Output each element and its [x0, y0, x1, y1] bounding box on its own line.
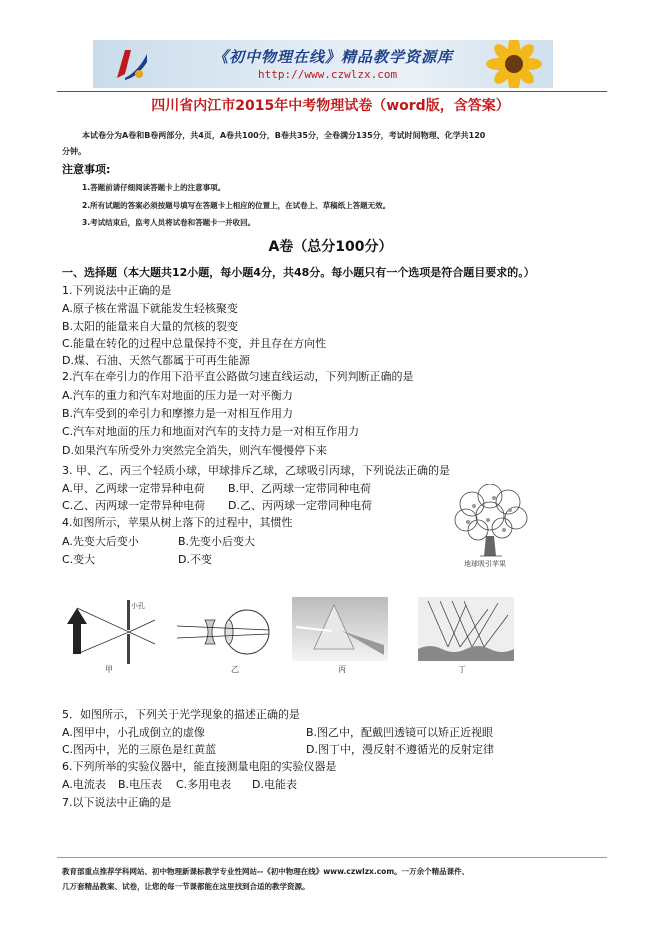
- section-a-title: A卷（总分100分）: [268, 239, 393, 255]
- q7-stem: 7.以下说法中正确的是: [62, 796, 172, 809]
- banner-url: http://www.czwlzx.com: [258, 68, 398, 81]
- figure-label-yi: 乙: [231, 665, 239, 674]
- part1-heading: 一、选择题（本大题共12小题，每小题4分，共48分。每小题只有一个选项是符合题目要求的。）: [62, 266, 535, 279]
- q3-stem: 3. 甲、乙、丙三个轻质小球，甲球排斥乙球，乙球吸引丙球，下列说法正确的是: [62, 464, 450, 477]
- q6-option-c: C.多用电表: [176, 778, 232, 791]
- q6-stem: 6.下列所举的实验仪器中，能直接测量电阻的实验仪器是: [62, 760, 337, 773]
- q6-option-d: D.电能表: [252, 778, 297, 791]
- q1-option-c: C.能量在转化的过程中总量保持不变，并且存在方向性: [62, 337, 327, 350]
- intro-line-2: 分钟。: [62, 147, 86, 156]
- q3-option-d: D.乙、丙两球一定带同种电荷: [228, 499, 372, 512]
- q4-stem: 4.如图所示，苹果从树上落下的过程中，其惯性: [62, 516, 293, 529]
- figure-label-bing: 丙: [338, 665, 346, 674]
- note-item-3: 3.考试结束后，监考人员将试卷和答题卡一并收回。: [82, 218, 256, 227]
- header-divider: [57, 91, 607, 92]
- q5-option-c: C.图丙中，光的三原色是红黄蓝: [62, 743, 217, 756]
- footer-line-1: 教育部重点推荐学科网站、初中物理新课标教学专业性网站--《初中物理在线》www.czwlzx.com。一万余个精品课件、: [62, 867, 470, 876]
- figure-ding-reflection: [418, 597, 514, 674]
- q3-option-b: B.甲、乙两球一定带同种电荷: [228, 482, 372, 495]
- header-banner: [93, 40, 553, 88]
- notes-heading: 注意事项:: [62, 163, 111, 176]
- q2-option-c: C.汽车对地面的压力和地面对汽车的支持力是一对相互作用力: [62, 425, 360, 438]
- figure-bing-prism: [292, 597, 388, 674]
- q5-option-a: A.图甲中，小孔成倒立的虚像: [62, 726, 205, 739]
- q6-option-a: A.电流表: [62, 778, 106, 791]
- q3-option-a: A.甲、乙两球一定带异种电荷: [62, 482, 205, 495]
- q4-option-c: C.变大: [62, 553, 96, 566]
- figure-label-jia: 甲: [105, 665, 113, 674]
- note-item-2: 2.所有试题的答案必须按题号填写在答题卡上相应的位置上，在试卷上、草稿纸上答题无效。: [82, 201, 391, 210]
- q1-option-a: A.原子核在常温下就能发生轻核聚变: [62, 302, 238, 315]
- q6-option-b: B.电压表: [118, 778, 163, 791]
- q1-option-b: B.太阳的能量来自大量的氘核的裂变: [62, 320, 239, 333]
- q2-option-a: A.汽车的重力和汽车对地面的压力是一对平衡力: [62, 389, 293, 402]
- q2-option-b: B.汽车受到的牵引力和摩擦力是一对相互作用力: [62, 407, 294, 420]
- pinhole-label: 小孔: [131, 602, 145, 610]
- note-item-1: 1.答题前请仔细阅读答题卡上的注意事项。: [82, 183, 226, 192]
- q1-option-d: D.煤、石油、天然气都属于可再生能源: [62, 354, 250, 367]
- sunflower-icon: [479, 40, 549, 88]
- footer-divider: [57, 857, 607, 858]
- document-title: 四川省内江市2015年中考物理试卷（word版，含答案）: [151, 98, 510, 114]
- q5-option-b: B.图乙中，配戴凹透镜可以矫正近视眼: [306, 726, 494, 739]
- q2-stem: 2.汽车在牵引力的作用下沿平直公路做匀速直线运动，下列判断正确的是: [62, 370, 414, 383]
- q5-stem: 5．如图所示，下列关于光学现象的描述正确的是: [62, 708, 300, 721]
- q5-option-d: D.图丁中，漫反射不遵循光的反射定律: [306, 743, 494, 756]
- figure-jia-pinhole: [65, 594, 161, 674]
- intro-line-1: 本试卷分为A卷和B卷两部分，共4页，A卷共100分，B卷共35分，全卷满分135分，考试时间物理、化学共120: [82, 131, 486, 140]
- q1-stem: 1.下列说法中正确的是: [62, 284, 172, 297]
- apple-tree-figure: [450, 484, 532, 570]
- q2-option-d: D.如果汽车所受外力突然完全消失，则汽车慢慢停下来: [62, 444, 327, 457]
- q4-option-b: B.先变小后变大: [178, 535, 256, 548]
- q4-option-a: A.先变大后变小: [62, 535, 139, 548]
- site-logo-icon: [111, 44, 151, 84]
- banner-title: 《初中物理在线》精品教学资源库: [213, 48, 454, 66]
- footer-line-2: 几万套精品教案、试卷，让您的每一节课都能在这里找到合适的教学资源。: [62, 882, 310, 891]
- apple-tree-caption: 地球吸引苹果: [464, 560, 506, 568]
- q3-option-c: C.乙、丙两球一定带异种电荷: [62, 499, 206, 512]
- figure-label-ding: 丁: [458, 665, 466, 674]
- q4-option-d: D.不变: [178, 553, 212, 566]
- figure-yi-lens-eye: [175, 594, 275, 674]
